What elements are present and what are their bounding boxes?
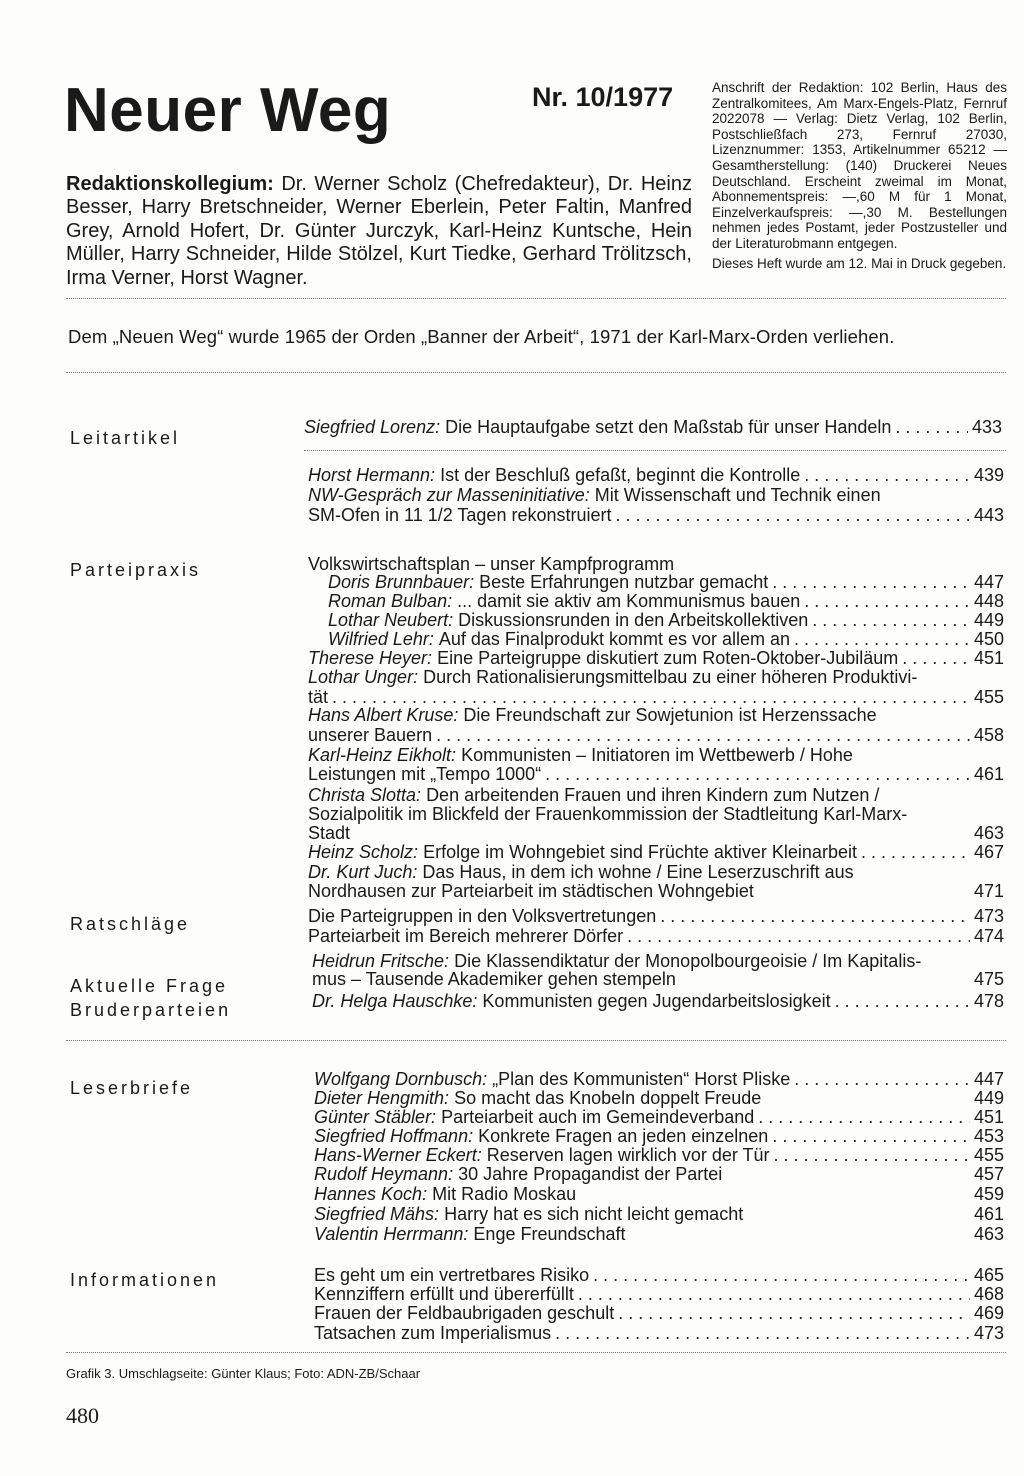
entry-title: Die Hauptaufgabe setzt den Maßstab für unser Handeln — [445, 417, 892, 437]
imprint-text: Anschrift der Redaktion: 102 Berlin, Haus des Zentralkomitees, Am Marx-Engels-Platz, Fernruf 2022078 — Verlag: Dietz Verlag, 102 Berlin, Postschließfach 273, Fernruf 27030, Lizenznummer: 1353, Artikelnummer 65212 — Gesamtherstellung: (140) Druckerei Neues Deutschland. Erscheint zweimal im Monat, Abonnementspreis: —,60 M für 1 Monat, Einzelverkaufspreis: —,30 M. Bestellungen nehmen jedes Postamt, jeder Postzusteller und der Literaturobmann entgegen. — [712, 80, 1007, 251]
toc-entry[interactable] — [308, 466, 1004, 485]
entry-page: 447 — [973, 572, 1004, 592]
entry-author: Hannes Koch: — [314, 1184, 428, 1204]
entry-page: 439 — [973, 465, 1004, 485]
entry-page: 478 — [973, 991, 1004, 1011]
toc-entry[interactable] — [314, 1108, 1004, 1127]
entry-page: 461 — [973, 1204, 1004, 1224]
entry-author: Lothar Unger: — [308, 667, 419, 687]
entry-title-cont: mus – Tausende Akademiker gehen stempeln — [312, 969, 676, 989]
dot-leader — [902, 649, 970, 668]
toc-entry[interactable] — [314, 1165, 1004, 1184]
entry-page: 447 — [973, 1069, 1004, 1089]
entry-page: 465 — [973, 1265, 1004, 1285]
toc-entry-cont[interactable] — [308, 726, 1004, 745]
entry-author: Karl-Heinz Eikholt: — [308, 745, 457, 765]
entry-title: Kommunisten gegen Jugendarbeitslosigkeit — [482, 991, 831, 1011]
entry-author: Roman Bulban: — [328, 591, 453, 611]
entry-author: Siegfried Mähs: — [314, 1204, 440, 1224]
entry-author: Therese Heyer: — [308, 648, 433, 668]
entry-title: Eine Parteigruppe diskutiert zum Roten-Oktober-Jubiläum — [437, 648, 899, 668]
entry-page: 458 — [973, 725, 1004, 745]
entry-author: Siegfried Hoffmann: — [314, 1126, 474, 1146]
entry-author: Valentin Herrmann: — [314, 1224, 469, 1244]
toc-entry-line[interactable] — [308, 486, 881, 505]
entry-page: 463 — [973, 1224, 1004, 1244]
imprint-block — [712, 80, 1007, 271]
toc-entry[interactable] — [328, 611, 1004, 630]
entry-author: Wilfried Lehr: — [328, 629, 434, 649]
entry-title: Ist der Beschluß gefaßt, beginnt die Kontrolle — [440, 465, 801, 485]
print-note: Dieses Heft wurde am 12. Mai in Druck gegeben. — [712, 255, 1007, 271]
dot-leader — [555, 1324, 970, 1343]
entry-page: 473 — [973, 1323, 1004, 1343]
entry-page: 469 — [973, 1303, 1004, 1323]
entry-page: 443 — [973, 505, 1004, 525]
dot-leader — [804, 592, 970, 611]
entry-title: Tatsachen zum Imperialismus — [314, 1323, 552, 1343]
dot-leader — [616, 506, 970, 525]
entry-page: 451 — [973, 648, 1004, 668]
entry-author: Hans Albert Kruse: — [308, 705, 459, 725]
section-label-bruderparteien: Bruderparteien — [70, 1000, 232, 1020]
dot-leader — [794, 630, 970, 649]
entry-page: 450 — [973, 629, 1004, 649]
divider — [66, 298, 1006, 299]
section-label-ratschlaege: Ratschläge — [70, 914, 191, 934]
toc-entry[interactable] — [314, 1324, 1004, 1343]
entry-page: 449 — [973, 610, 1004, 630]
entry-title: Konkrete Fragen an jeden einzelnen — [478, 1126, 769, 1146]
entry-title: Die Freundschaft zur Sowjetunion ist Herzenssache — [463, 705, 877, 725]
entry-page: 455 — [973, 687, 1004, 707]
entry-title: „Plan des Kommunisten“ Horst Pliske — [492, 1069, 791, 1089]
toc-entry-line[interactable] — [308, 668, 917, 687]
toc-entry-line[interactable] — [308, 863, 854, 882]
entry-author: Horst Hermann: — [308, 465, 436, 485]
dot-leader — [772, 1127, 970, 1146]
divider — [304, 450, 1006, 451]
toc-entry-cont[interactable] — [308, 765, 1004, 784]
dot-leader — [794, 1070, 970, 1089]
toc-entry-cont[interactable] — [308, 506, 1004, 525]
parteipraxis-heading: Volkswirtschaftsplan – unser Kampfprogramm — [308, 554, 675, 574]
entry-title: Harry hat es sich nicht leicht gemacht — [444, 1204, 744, 1224]
entry-title: Mit Wissenschaft und Technik einen — [594, 485, 881, 505]
entry-author: Hans-Werner Eckert: — [314, 1145, 482, 1165]
toc-entry-line[interactable] — [308, 786, 879, 805]
divider — [66, 1040, 1006, 1041]
section-label-aktuelle-frage: Aktuelle Frage — [70, 976, 229, 996]
toc-entry[interactable] — [314, 1070, 1004, 1089]
entry-title: Diskussionsrunden in den Arbeitskollektiven — [458, 610, 809, 630]
entry-title: Erfolge im Wohngebiet sind Früchte aktiver Kleinarbeit — [423, 842, 857, 862]
board-label: Redaktionskollegium: — [66, 173, 274, 195]
dot-leader — [774, 1146, 970, 1165]
entry-author: Heidrun Fritsche: — [312, 951, 450, 971]
toc-entry[interactable] — [328, 573, 1004, 592]
entry-title: Parteiarbeit im Bereich mehrerer Dörfer — [308, 926, 624, 946]
entry-page: 457 — [973, 1164, 1004, 1184]
entry-title: Mit Radio Moskau — [432, 1184, 577, 1204]
entry-author: Dr. Kurt Juch: — [308, 862, 418, 882]
toc-entry[interactable] — [314, 1266, 1004, 1285]
entry-page: 473 — [973, 906, 1004, 926]
entry-title: ... damit sie aktiv am Kommunismus bauen — [457, 591, 801, 611]
entry-title: 30 Jahre Propagandist der Partei — [458, 1164, 723, 1184]
entry-title: Reserven lagen wirklich vor der Tür — [486, 1145, 770, 1165]
entry-title-cont: tät — [308, 687, 329, 707]
dot-leader — [627, 927, 970, 946]
entry-title-cont: unserer Bauern — [308, 725, 433, 745]
entry-title-cont: Nordhausen zur Parteiarbeit im städtischen Wohngebiet — [308, 881, 754, 901]
toc-entry[interactable] — [308, 649, 1004, 668]
entry-page: 455 — [973, 1145, 1004, 1165]
entry-page: 468 — [973, 1284, 1004, 1304]
entry-author: Christa Slotta: — [308, 785, 422, 805]
entry-page: 474 — [973, 926, 1004, 946]
toc-entry[interactable] — [308, 927, 1004, 946]
dot-leader — [758, 1108, 970, 1127]
entry-title-cont: SM-Ofen in 11 1/2 Tagen rekonstruiert — [308, 505, 612, 525]
dot-leader — [578, 1285, 970, 1304]
dot-leader — [861, 843, 970, 862]
toc-entry[interactable] — [314, 1185, 1004, 1204]
dot-leader — [660, 907, 970, 926]
section-label-leitartikel: Leitartikel — [70, 428, 181, 448]
entry-title: Kommunisten – Initiatoren im Wettbewerb / Hohe — [461, 745, 853, 765]
entry-author: Dieter Hengmith: — [314, 1088, 450, 1108]
entry-page: 451 — [973, 1107, 1004, 1127]
entry-title: So macht das Knobeln doppelt Freude — [454, 1088, 762, 1108]
entry-page: 461 — [973, 764, 1004, 784]
section-label-leserbriefe: Leserbriefe — [70, 1078, 194, 1098]
page-number: 480 — [66, 1403, 99, 1428]
entry-author: Lothar Neubert: — [328, 610, 454, 630]
entry-page: 448 — [973, 591, 1004, 611]
toc-entry-line: Sozialpolitik im Blickfeld der Frauenkommission der Stadtleitung Karl-Marx- — [308, 804, 908, 824]
dot-leader — [772, 573, 970, 592]
divider — [66, 372, 1006, 373]
entry-page: 453 — [973, 1126, 1004, 1146]
editorial-board — [66, 173, 692, 290]
entry-title: Kennziffern erfüllt und übererfüllt — [314, 1284, 574, 1304]
entry-title: Das Haus, in dem ich wohne / Eine Leserzuschrift aus — [422, 862, 854, 882]
magazine-title: Neuer Weg — [64, 76, 392, 145]
entry-page: 463 — [973, 823, 1004, 843]
toc-entry-line[interactable] — [308, 746, 853, 765]
entry-page: 471 — [973, 881, 1004, 901]
dot-leader — [895, 418, 968, 437]
entry-page: 433 — [971, 417, 1002, 437]
entry-title: Die Klassendiktatur der Monopolbourgeoisie / Im Kapitalis- — [454, 951, 922, 971]
entry-title-cont: Stadt — [308, 823, 351, 843]
entry-author: Dr. Helga Hauschke: — [312, 991, 478, 1011]
toc-entry[interactable] — [304, 418, 1002, 437]
entry-author: Wolfgang Dornbusch: — [314, 1069, 488, 1089]
entry-title: Die Parteigruppen in den Volksvertretungen — [308, 906, 657, 926]
toc-entry-cont[interactable] — [312, 970, 1004, 989]
photo-credit: Grafik 3. Umschlagseite: Günter Klaus; Foto: ADN-ZB/Schaar — [66, 1366, 421, 1381]
toc-entry[interactable] — [314, 1089, 1004, 1108]
dot-leader — [436, 726, 970, 745]
entry-author: Rudolf Heymann: — [314, 1164, 454, 1184]
toc-entry[interactable] — [314, 1146, 1004, 1165]
entry-page: 475 — [973, 969, 1004, 989]
toc-entry[interactable] — [314, 1225, 1004, 1244]
dot-leader — [545, 765, 970, 784]
dot-leader — [593, 1266, 970, 1285]
board-members: Dr. Werner Scholz (Chefredakteur), Dr. Heinz Besser, Harry Bretschneider, Werner Eberlein, Peter Faltin, Manfred Grey, Arnold Hofert, Dr. Günter Jurczyk, Karl-Heinz Kuntsche, Hein Müller, Harry Schneider, Hilde Stölzel, Kurt Tiedke, Gerhard Trölitzsch, Irma Verner, Horst Wagner. — [66, 173, 692, 289]
entry-author: Günter Stäbler: — [314, 1107, 437, 1127]
entry-title: Frauen der Feldbaubrigaden geschult — [314, 1303, 615, 1323]
entry-author: Siegfried Lorenz: — [304, 417, 441, 437]
dot-leader — [835, 992, 970, 1011]
dot-leader — [618, 1304, 970, 1323]
toc-entry[interactable] — [328, 592, 1004, 611]
dot-leader — [804, 466, 970, 485]
entry-title: Beste Erfahrungen nutzbar gemacht — [479, 572, 769, 592]
dot-leader — [812, 611, 970, 630]
entry-title: Es geht um ein vertretbares Risiko — [314, 1265, 590, 1285]
toc-entry[interactable] — [314, 1304, 1004, 1323]
toc-entry[interactable] — [314, 1285, 1004, 1304]
entry-page: 459 — [973, 1184, 1004, 1204]
toc-entry-line[interactable] — [308, 706, 877, 725]
entry-author: Doris Brunnbauer: — [328, 572, 475, 592]
issue-number: Nr. 10/1977 — [532, 82, 674, 112]
entry-author: NW-Gespräch zur Masseninitiative: — [308, 485, 590, 505]
entry-title: Parteiarbeit auch im Gemeindeverband — [441, 1107, 755, 1127]
toc-entry-cont[interactable] — [308, 882, 1004, 901]
entry-title: Den arbeitenden Frauen und ihren Kindern zum Nutzen / — [426, 785, 880, 805]
toc-entry-cont[interactable] — [308, 824, 1004, 843]
toc-entry[interactable] — [328, 630, 1004, 649]
entry-page: 449 — [973, 1088, 1004, 1108]
toc-entry[interactable] — [314, 1127, 1004, 1146]
award-line: Dem „Neuen Weg“ wurde 1965 der Orden „Banner der Arbeit“, 1971 der Karl-Marx-Orden verliehen. — [68, 326, 895, 347]
toc-entry[interactable] — [308, 907, 1004, 926]
divider — [66, 1352, 1006, 1353]
section-label-informationen: Informationen — [70, 1270, 220, 1290]
entry-title: Enge Freundschaft — [473, 1224, 626, 1244]
toc-entry[interactable] — [314, 1205, 1004, 1224]
section-label-parteipraxis: Parteipraxis — [70, 560, 202, 580]
entry-title: Durch Rationalisierungsmittelbau zu einer höheren Produktivi- — [423, 667, 918, 687]
toc-entry[interactable] — [312, 992, 1004, 1011]
entry-title: Auf das Finalprodukt kommt es vor allem an — [438, 629, 791, 649]
entry-author: Heinz Scholz: — [308, 842, 419, 862]
toc-entry[interactable] — [308, 843, 1004, 862]
entry-title-cont: Leistungen mit „Tempo 1000“ — [308, 764, 542, 784]
entry-page: 467 — [973, 842, 1004, 862]
